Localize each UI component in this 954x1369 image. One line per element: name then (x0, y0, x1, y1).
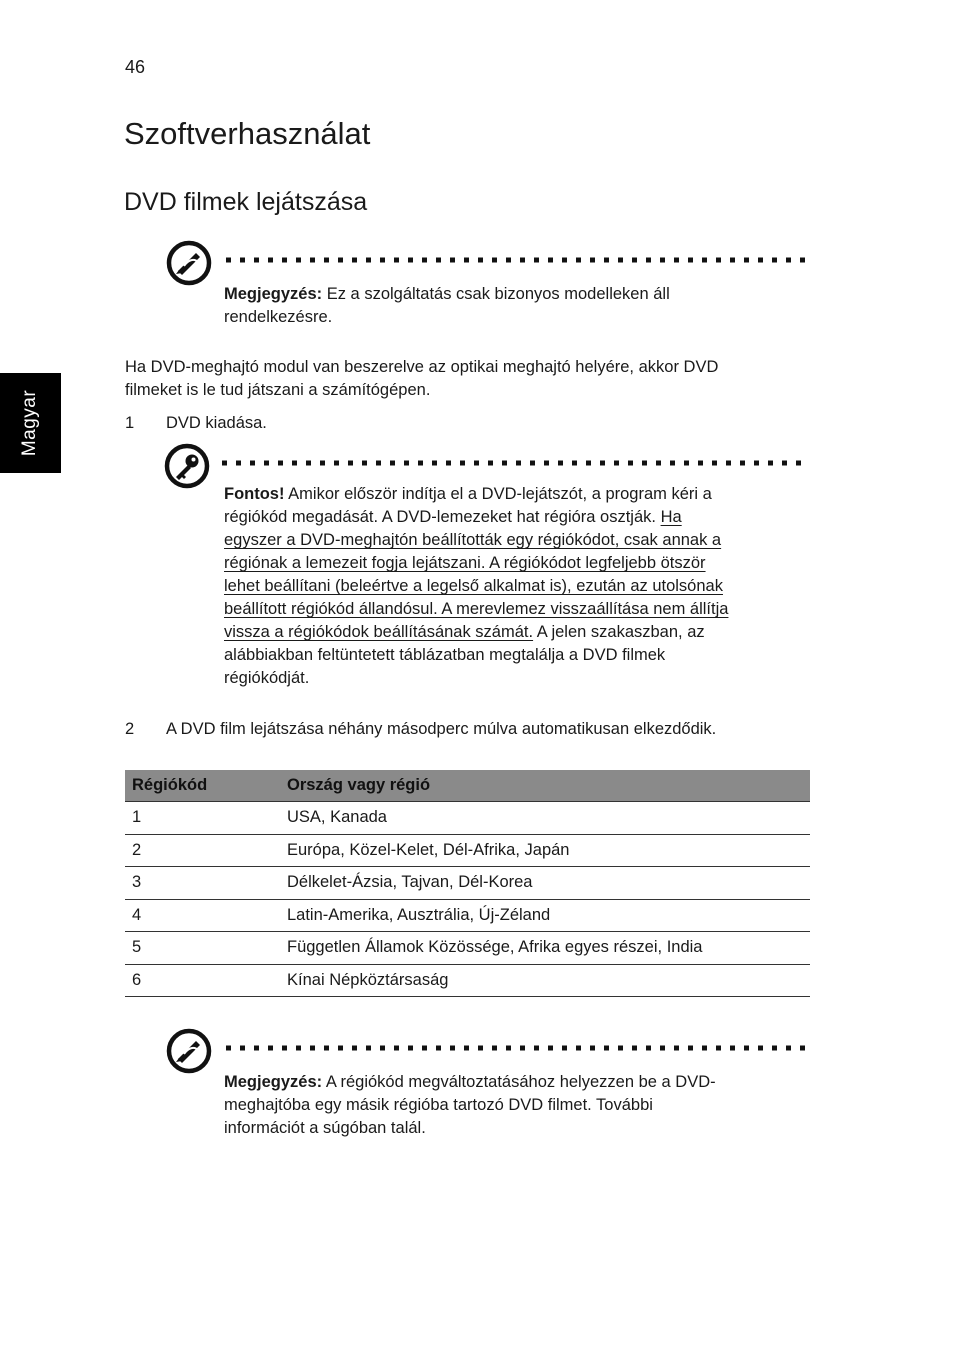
note-2-label: Megjegyzés: (224, 1073, 323, 1091)
step-1-number: 1 (125, 414, 135, 432)
header-country: Ország vagy régió (280, 770, 810, 802)
note-1-label: Megjegyzés: (224, 285, 323, 303)
section-title: DVD filmek lejátszása (124, 188, 368, 216)
note-2-text: Megjegyzés: A régiókód megváltoztatásához helyezzen be a DVD- meghajtóba egy másik régióba tartozó DVD filmet. További információt a súgóban talál. (224, 1073, 716, 1137)
table-row: 1 USA, Kanada (125, 802, 810, 835)
pencil-note-icon (166, 240, 212, 286)
step-2-text: A DVD film lejátszása néhány másodperc múlva automatikusan elkezdődik. (166, 720, 717, 738)
intro-paragraph: Ha DVD-meghajtó modul van beszerelve az optikai meghajtó helyére, akkor DVD filmeket is le tud játszani a számítógépen. (125, 358, 719, 399)
table-row: 2 Európa, Közel-Kelet, Dél-Afrika, Japán (125, 834, 810, 867)
important-label: Fontos! (224, 485, 285, 503)
table-header-row (125, 770, 810, 802)
table-row: 6 Kínai Népköztársaság (125, 964, 810, 997)
language-side-tab (0, 373, 61, 473)
table-row: 4 Latin-Amerika, Ausztrália, Új-Zéland (125, 899, 810, 932)
important-text: Fontos! Amikor először indítja el a DVD-lejátszót, a program kéri a régiókód megadását. A DVD-lemezeket hat régióra osztják. Ha egyszer a DVD-meghajtón beállították egy régiókódot, csak annak a régiónak a lemezeit fogja lejátszani. A régiókódot legfeljebb ötször lehet beállítani (beleértve a legelső alkalmat is), ezután az utolsónak beállított régiókód állandósul. A merevlemez visszaállítása nem állítja vissza a régiókódok beállításának számát. A jelen szakaszban, az alábbiakban feltüntetett táblázatban megtalálja a DVD filmek régiókódját. (224, 485, 729, 687)
important-divider-dots (222, 460, 807, 466)
key-important-icon (164, 443, 210, 489)
page-number: 46 (125, 57, 146, 77)
region-code-table (125, 770, 810, 997)
step-1-text: DVD kiadása. (166, 414, 267, 432)
step-2-number: 2 (125, 720, 135, 738)
page-title: Szoftverhasználat (124, 116, 371, 151)
side-tab-label: Magyar (19, 389, 41, 457)
note-1-text: Megjegyzés: Ez a szolgáltatás csak bizonyos modelleken áll rendelkezésre. (224, 285, 670, 326)
note-divider-dots (226, 257, 811, 263)
header-region-code: Régiókód (125, 770, 280, 802)
pencil-note-icon (166, 1028, 212, 1074)
note-divider-dots (226, 1045, 811, 1051)
table-row: 5 Független Államok Közössége, Afrika egyes részei, India (125, 932, 810, 965)
table-row: 3 Délkelet-Ázsia, Tajvan, Dél-Korea (125, 867, 810, 900)
